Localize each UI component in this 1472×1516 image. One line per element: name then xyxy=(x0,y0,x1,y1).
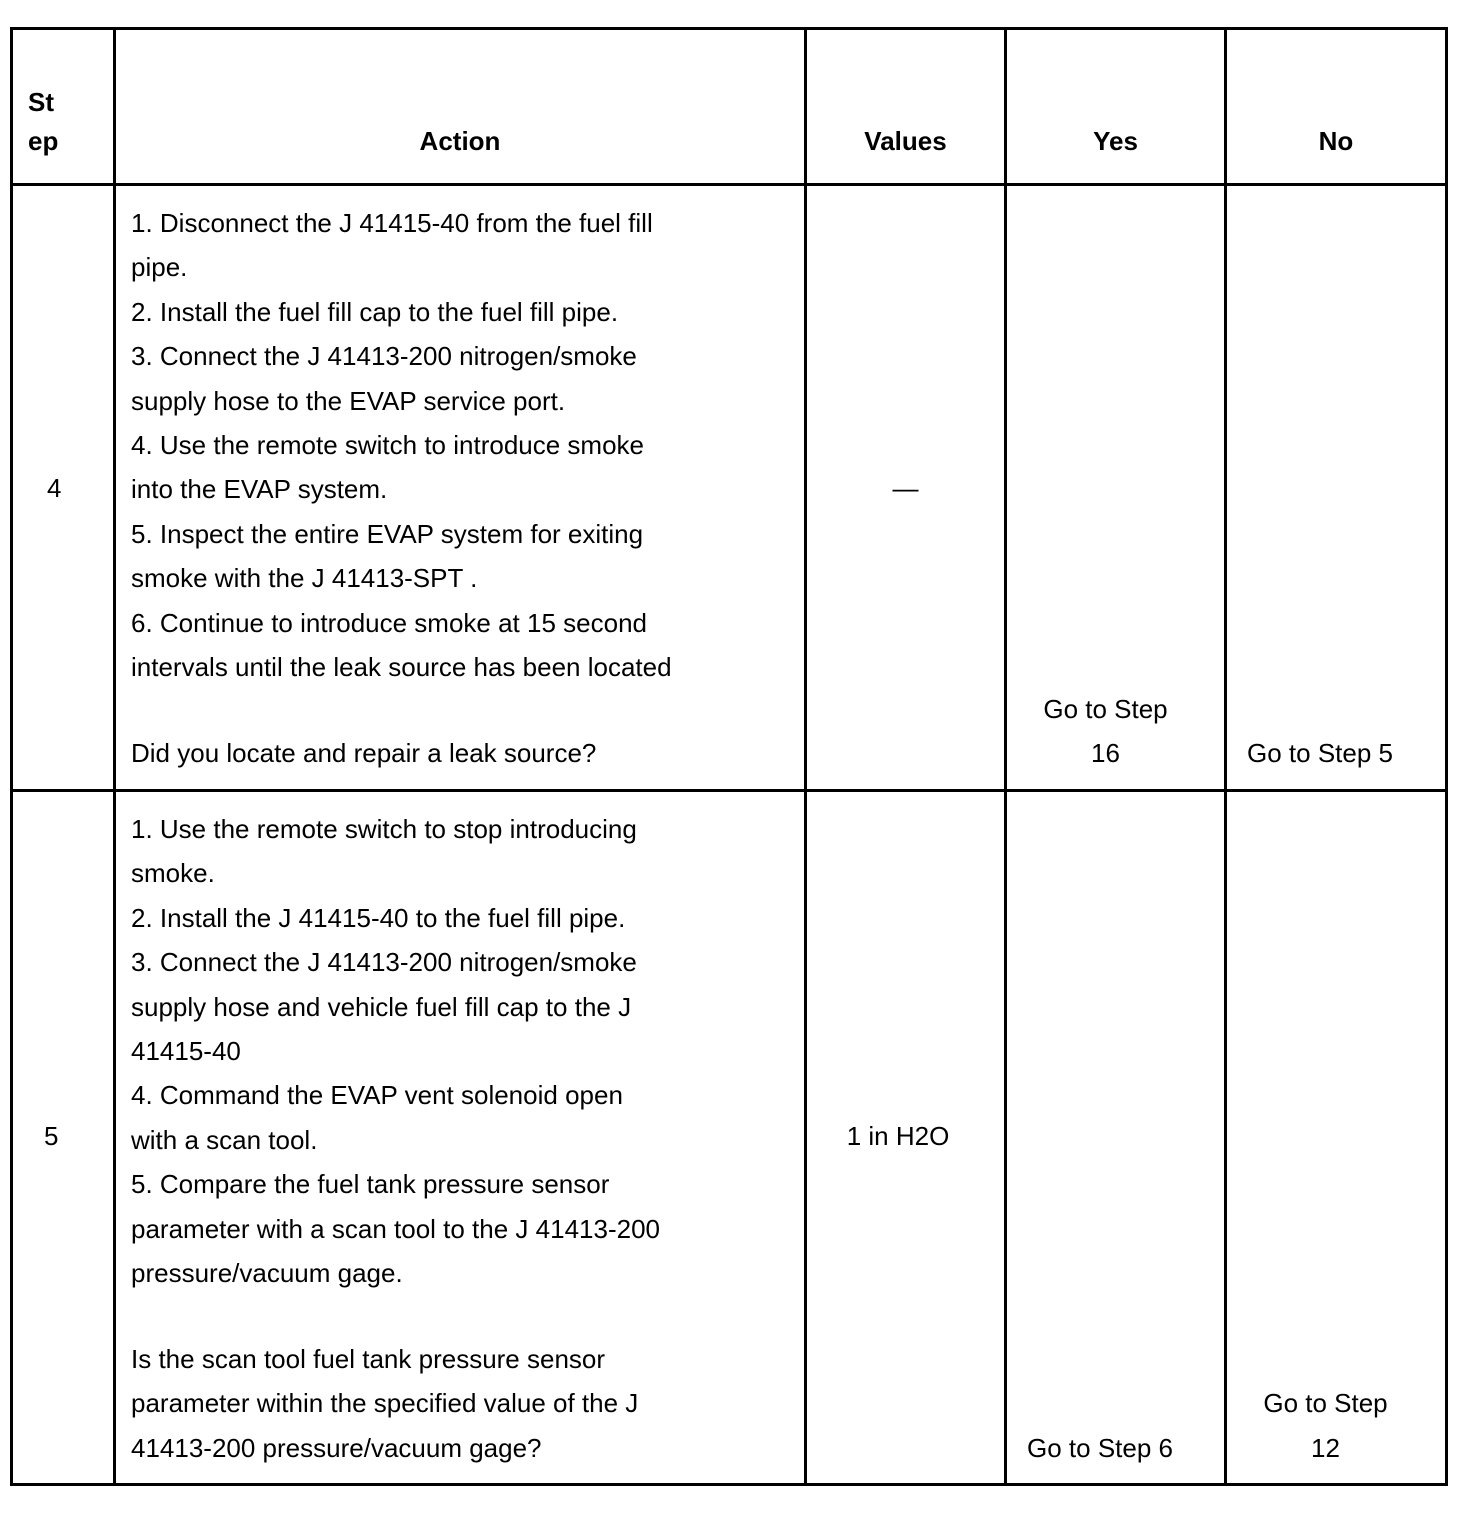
action-line: 4. Use the remote switch to introduce smoke xyxy=(131,430,645,461)
action-line: parameter with a scan tool to the J 41413-200 xyxy=(131,1213,660,1244)
col-border-right xyxy=(1445,27,1448,1486)
col-border-left xyxy=(10,27,13,1486)
no-cell-line: Go to Step 5 xyxy=(1247,738,1393,768)
action-line: pressure/vacuum gage. xyxy=(131,1258,403,1289)
no-cell-line: Go to Step xyxy=(1263,1388,1388,1418)
yes-cell-line: Go to Step xyxy=(1043,694,1168,724)
header-no: No xyxy=(1318,126,1354,156)
step-number: 5 xyxy=(44,1121,59,1151)
action-instructions xyxy=(131,807,660,1295)
action-line: smoke. xyxy=(131,858,215,889)
action-line: 3. Connect the J 41413-200 nitrogen/smoke xyxy=(131,947,637,978)
action-line: 2. Install the fuel fill cap to the fuel fill pipe. xyxy=(131,296,619,327)
col-divider-action xyxy=(804,27,807,1486)
question-line: 41413-200 pressure/vacuum gage? xyxy=(131,1432,542,1463)
table-border-bottom xyxy=(10,1483,1448,1486)
action-line: into the EVAP system. xyxy=(131,474,388,505)
col-divider-step xyxy=(113,27,116,1486)
header-action: Action xyxy=(419,126,501,156)
action-instructions xyxy=(131,201,672,689)
action-line: 41415-40 xyxy=(131,1036,241,1067)
action-question xyxy=(131,1337,638,1470)
action-line: 2. Install the J 41415-40 to the fuel fill pipe. xyxy=(131,902,626,933)
question-line: Is the scan tool fuel tank pressure sensor xyxy=(131,1344,606,1374)
action-line: 5. Compare the fuel tank pressure sensor xyxy=(131,1169,610,1200)
question-line: parameter within the specified value of the J xyxy=(131,1388,639,1419)
action-line: supply hose and vehicle fuel fill cap to the J xyxy=(131,991,632,1022)
action-line: 6. Continue to introduce smoke at 15 second xyxy=(131,607,647,638)
table-border-top xyxy=(10,27,1448,30)
step-number: 4 xyxy=(47,473,62,503)
action-line: 3. Connect the J 41413-200 nitrogen/smoke xyxy=(131,341,637,372)
row-divider xyxy=(10,789,1448,792)
action-line: pipe. xyxy=(131,252,188,283)
action-line: 1. Disconnect the J 41415-40 from the fuel fill xyxy=(131,208,653,238)
yes-cell-line: Go to Step 6 xyxy=(1027,1433,1173,1463)
action-line: smoke with the J 41413-SPT . xyxy=(131,563,478,594)
action-line: 5. Inspect the entire EVAP system for exiting xyxy=(131,518,644,549)
no-cell-line: 12 xyxy=(1311,1433,1340,1463)
header-step-line1: St xyxy=(28,87,54,117)
action-question: Did you locate and repair a leak source? xyxy=(131,738,597,768)
header-step-line2: ep xyxy=(28,126,59,156)
value-cell: 1 in H2O xyxy=(846,1121,950,1151)
header-yes: Yes xyxy=(1093,126,1138,156)
action-line: with a scan tool. xyxy=(131,1124,318,1155)
action-line: supply hose to the EVAP service port. xyxy=(131,385,566,416)
yes-cell-line: 16 xyxy=(1091,738,1120,768)
header-values: Values xyxy=(864,126,947,156)
action-line: intervals until the leak source has been located xyxy=(131,652,672,683)
action-line: 1. Use the remote switch to stop introducing xyxy=(131,814,637,844)
value-cell: — xyxy=(892,473,919,503)
header-divider xyxy=(10,183,1448,186)
action-line: 4. Command the EVAP vent solenoid open xyxy=(131,1080,623,1111)
